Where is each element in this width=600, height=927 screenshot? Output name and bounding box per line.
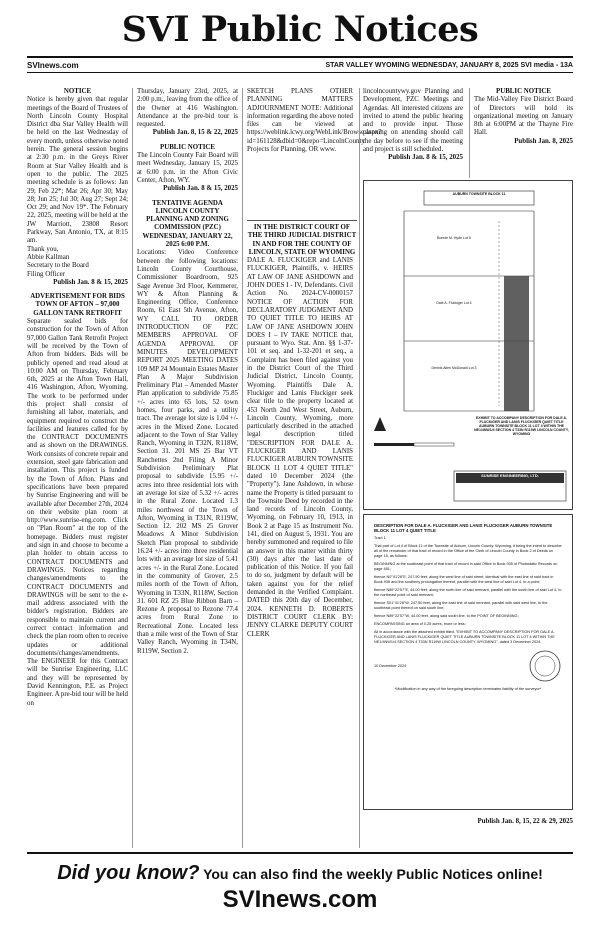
column-5 xyxy=(474,88,573,178)
survey-exhibit xyxy=(363,180,573,848)
column-divider xyxy=(359,88,360,848)
legal-para-4: thence N89°22'57"E, 44.00 feet, along the north line of said remnant, parallel with the south line of said Lot 4, to the northeast point of said remnant; xyxy=(374,588,562,597)
notices-columns xyxy=(27,88,573,848)
legal-signature-row xyxy=(374,649,562,683)
survey-firm: SUNRISE ENGINEERING, LTD. xyxy=(481,473,539,478)
map-title: AUBURN TOWNSITE BLOCK 11 xyxy=(452,192,506,196)
column-divider xyxy=(242,88,243,848)
bids-body: Separate sealed bids for construction for the Town of Afton 97,000 Gallon Tank Retrofit Project will be received by the Town of Afton from bidders. Bids will be publicly opened and read aloud at 10:00 AM on Thursday, February 6th, 2025 at the Afton Town Hall, 416 Washington, Afton, Wyoming. The work to be performed under this project shall consist of furnishing all labor, materials, and equipment required to construct the facilities and features called for by the CONTRACT DOCUMENTS and as shown on the DRAWINGS. Work consists of concrete repair and extension, steel gate fabrication and installation. This project is funded by the Town of Afton. Plans and specifications have been prepared by Sunrise Engineering and will be available after December 27th, 2024 on their website plan room at http://www.sunrise-eng.com. Click on "Plan Room" at the top of the homepage. Bidders must register and sign in and choose to become a plan holder to obtain access to CONTRACT DOCUMENTS and DRAWINGS. Notices regarding changes/amendments to the CONTRACT DOCUMENTS and DRAWINGS will be sent to the e-mail address associated with the bidder's registration. Bidders are responsible to maintain current and correct contact information and check the plan room often to receive updates or additional documents/changes/amendments. The ENGINEER for this Contract will be Sunrise Engineering, LLC and they will be represented by David Kennington, P.E. as Project Engineer. A pre-bid tour will be held on xyxy=(27,318,128,707)
promo-site-link[interactable]: SVInews.com xyxy=(222,886,378,913)
column-4 xyxy=(363,88,463,178)
legal-signature-date: 10 December 2024 xyxy=(374,663,407,668)
fair-board-publish-dates: Publish Jan. 8 & 15, 2025 xyxy=(163,185,238,193)
lot-4-label: Dale A. Fluckiger Lot 4 xyxy=(436,301,472,305)
notice-body: Notice is hereby given that regular meetings of the Board of Trustees of North Lincoln County Hospital District dba Star Valley Health will be held on the last Wednesday of every month, unless otherwise noted herein. The general session begins at 2:30 p.m. in the Greys River Room at Star Valley Health and is open to the public. The 2025 meeting schedule is as follows: Jan 29; Feb 22*; Mar 26; Apr 30; May 28; Jun 25; Jul 30; Aug 27; Sept 24; Oct 29; and Nov 19*. The February 22, 2025, meeting will be held at the JW Marriott, 23808 Resort Parkway, San Antonio, TX, at 8:15 am. xyxy=(27,96,128,245)
legal-para-8: All in accordance with the attached exhibit titled, "EXHIBIT TO ACCOMPANY DESCRIPTION FOR DALE A. FLUCKIGER AND LANIS FLUCKIGER QUIET TITLE AUBURN TOWNSITE BLOCK 11 LOT 4 WITHIN THE NE1/4NW1/4 SECTION 4 T33N R119W LINCOLN COUNTY, WYOMING", dated 3 December 2024. xyxy=(374,630,555,644)
masthead-dateline xyxy=(325,62,573,69)
notice-signer-title: Secretary to the Board xyxy=(27,262,89,270)
column-divider xyxy=(132,88,133,848)
court-body: DALE A. FLUCKIGER and LANIS FLUCKIGER, Plaintiffs, v. HEIRS AT LAW OF JANE ASHDOWN and JOHN DOES I - IV, Defendants. Civil Action No. 2024-CV-0000157 NOTICE OF ACTION FOR DECLARATORY JUDGMENT AND TO QUIET TITLE TO HEIRS AT LAW OF JANE ASHDOWN JOHN DOES I – IV TAKE NOTICE that, pursuant to Wyo. Stat. Ann. §§ 1-37-101 et seq. and 1-32-201 et seq., a Complaint has been filed against you in the District Court of the Third Judicial District, Lincoln County, Wyoming. Plaintiffs Dale A. Fluckiger and Lanis Fluckiger seek clear title to the property located at 453 North 2nd West Street, Auburn, Lincoln County, Wyoming, more particularly described in the attached legal description titled "DESCRIPTION FOR DALE A. FLUCKIGER AND LANIS FLUCKIGER AUBURN TOWNSITE BLOCK 11 LOT 4 QUIET TITLE" dated 10 December 2024 (the "Property"). Jane Ashdown, in whose name the Property is titled pursuant to the Townsite Deed by recorded in the land records of Lincoln County, Wyoming, on February 10, 1913, in Book 2 at Page 15 as Instrument No. 141, died on August 5, 1931. You are hereby summoned and required to file an answer in this matter within thirty (30) days after the last date of publication of this Notice. If you fail to do so, judgment by default will be taken against you for the relief demanded in the Verified Complaint. DATED this 20th day of December, 2024. KENNETH D. ROBERTS DISTRICT COURT CLERK BY: JENNY CLARKE DEPUTY COURT CLERK xyxy=(247,257,353,638)
court-notice xyxy=(247,220,357,848)
page-title: SVI Public Notices xyxy=(121,9,479,50)
agenda-body: Locations: Video Conference between the following locations: Lincoln County Courthouse, Commissioner Boardroom, 925 Sage Avenue 3rd Floor, Kemmerer, WY & Afton Planning & Engineering Office, Conference Room, 61 East 5th Avenue, Afton, WY CALL TO ORDER INTRODUCTION OF PZC MEMBERS APPROVAL OF AGENDA APPROVAL OF MINUTES DEVELOPMENT REPORT 2025 MEETING DATES 109 MP 24 Mountain Estates Master Plan A Major Subdivision Preliminary Plat – Amended Master Plan application to subdivide 75.85 +/- acres into 65 lots, 52 town homes, four parks, and a utility tract. The average lot size is 1.04 +/- acres in the Mixed Zone. Located adjacent to the Town of Star Valley Ranch, Wyoming in T32N, R118W, Section 31. 201 MS 25 Bar VT Ranchettes 2nd Filing A Minor Subdivision Preliminary Plat proposal to subdivide 15.95 +/- acres into three residential lots with an average lot size of 5.32 +/- acres in the Rural Zone. Located 1.3 miles northwest of the Town of Afton, Wyoming in T31N, R119W, Section 12. 202 MS 25 Grover Meadows A Minor Subdivision Sketch Plan proposal to subdivide 16.24 +/- acres into three residential lots with an average lot size of 5.41 acres +/- in the Rural Zone. Located in the community of Grover, 2.5 miles north of the Town of Afton, Wyoming in T33N, R118W, Section 31. 601 RZ 25 Blue Ribbon Barn – Rezone A proposal to Rezone 77.4 acres from Rural Zone to Recreational Zone. Located less than a mile west of the Town of Star Valley Ranch, Wyoming in T34N, R119W, Section 2. xyxy=(137,249,238,655)
legal-para-5: thence S01°41'28"W, 247.50 feet, along the east line of said remnant, parallel with said west line, to the southeast point thereof on said south line; xyxy=(374,601,548,610)
agenda-closing: lincolncountywy.gov Planning and Development, PZC Meetings and Agendas. All interested citizens are invited to attend the public hearing and to provide input. Those planning on attending should call the day before to see if the meeting and project is still scheduled. xyxy=(363,88,463,154)
legal-tract: Tract 1 xyxy=(374,536,386,540)
legal-description xyxy=(363,514,573,810)
masthead-info-line xyxy=(27,58,573,72)
agenda-body-continued: SKETCH PLANS OTHER PLANNING MATTERS ADJOURNMENT NOTE: Additional information regarding the above noted files can be viewed at https://weblink.lcwy.org/WebLink/Browse.aspx?id=161128&dbid=0&repo=LincolnCounty Projects for Planning, OR www. xyxy=(247,88,382,154)
column-3 xyxy=(247,88,382,218)
promo-banner xyxy=(27,852,573,914)
masthead-location: STAR VALLEY WYOMING xyxy=(325,61,410,69)
legal-description-title: DESCRIPTION FOR DALE A. FLUCKIGER AND LANIS FLUCKIGER AUBURN TOWNSITE BLOCK 11 LOT 4 QUIET TITLE xyxy=(374,523,553,533)
masthead-site[interactable]: SVInews.com xyxy=(27,60,79,70)
promo-line xyxy=(27,862,573,885)
column-2 xyxy=(137,88,238,848)
court-heading: IN THE DISTRICT COURT OF THE THIRD JUDICIAL DISTRICT IN AND FOR THE COUNTY OF LINCOLN, STATE OF WYOMING xyxy=(247,224,357,256)
fire-district-heading: PUBLIC NOTICE xyxy=(496,88,551,95)
bids-heading: ADVERTISEMENT FOR BIDS TOWN OF AFTON – 97,000 GALLON TANK RETROFIT xyxy=(30,293,125,317)
legal-para-3: thence N0°41'28"E, 247.50 feet, along the west line of said street, identical with the east line of said tract in Book 935 and the southerly prolongation thereof, parallel with the west line of said Lot 4, to a point; xyxy=(374,575,554,584)
column-1 xyxy=(27,88,128,848)
notice-thanks: Thank you, xyxy=(27,245,59,253)
legal-para-2: BEGINNING at the southeast point of that tract of record in said Office in Book 935 of Photostatic Records on page 481; xyxy=(374,562,558,571)
lot-3-label: Dennis Allen McDonald Lot 3 xyxy=(431,366,477,370)
notice-publish-dates: Publish Jan. 8 & 15, 2025 xyxy=(53,278,128,286)
fire-district-publish-dates: Publish Jan. 8, 2025 xyxy=(514,137,573,145)
notice-signer: Abbie Kallman xyxy=(27,253,70,261)
fair-board-body: The Lincoln County Fair Board will meet Wednesday, January 15, 2025 at 6:00 p.m. in the Afton Civic Center, Afton, WY. xyxy=(137,152,238,184)
masthead-page-ref: SVI media - 13A xyxy=(520,61,573,69)
fair-board-heading: PUBLIC NOTICE xyxy=(160,143,215,151)
lot-5-label: Bonnie M. Hyde Lot 5 xyxy=(437,236,471,240)
masthead-rule-bottom xyxy=(27,72,573,73)
masthead xyxy=(27,6,573,73)
legal-para-1: That part of Lot 4 of Block 11 of the Townsite of Auburn, Lincoln County, Wyoming, it being the intent to describe all of the remainder of that tract of record in the Office of the Clerk of Lincoln County in Book 2 of Deeds on page 15, as follows: xyxy=(374,544,562,558)
survey-map xyxy=(363,180,573,510)
agenda-heading: TENTATIVE AGENDA LINCOLN COUNTY PLANNING AND ZONING COMMISSION (PZC) WEDNESDAY, JANUARY 22, 2025 6:00 P.M. xyxy=(142,199,233,249)
notice-heading: NOTICE xyxy=(63,88,92,95)
notice-officer: Filing Officer xyxy=(27,270,65,278)
surveyor-seal-icon xyxy=(528,649,562,683)
plat-drawing xyxy=(364,181,572,509)
court-publish-dates: Publish Jan. 8, 15, 22 & 29, 2025 xyxy=(477,818,573,825)
legal-para-7: ENCOMPASSING an area of 0.25 acres, more or less; xyxy=(374,622,466,626)
legal-para-6: thence N89°22'57"W, 44.00 feet, along said south line, to the POINT OF BEGINNING; xyxy=(374,614,519,618)
fire-district-body: The Mid-Valley Fire District Board of Directors will hold its organizational meeting on January 8th at 6:00PM at the Thayne Fire Hall. xyxy=(474,96,573,137)
bids-body-continued: Thursday, January 23rd, 2025, at 2:00 p.m., leaving from the office of the Owner at 416 Washington. Attendance at the pre-bid tour is requested. xyxy=(137,88,238,129)
exhibit-caption: EXHIBIT TO ACCOMPANY DESCRIPTION FOR DALE A. FLUCKIGER AND LANIS FLUCKIGER QUIET TITLE AUBURN TOWNSITE BLOCK 11 LOT 4 WITHIN THE NE1/4NW1/4 SECTION 4 T33N R119W LINCOLN COUNTY, WYOMING xyxy=(474,416,569,436)
column-divider xyxy=(469,88,470,178)
promo-text: You can also find the weekly Public Notices online! xyxy=(199,866,543,882)
masthead-date: WEDNESDAY, JANUARY 8, 2025 xyxy=(411,61,519,69)
promo-lead: Did you know? xyxy=(57,862,200,884)
bids-publish-dates: Publish Jan. 8, 15 & 22, 2025 xyxy=(152,129,238,137)
agenda-publish-dates: Publish Jan. 8 & 15, 2025 xyxy=(388,154,463,162)
legal-footer-note: *Modification in any way of the foregoing description terminates liability of the surveyor* xyxy=(394,687,542,691)
